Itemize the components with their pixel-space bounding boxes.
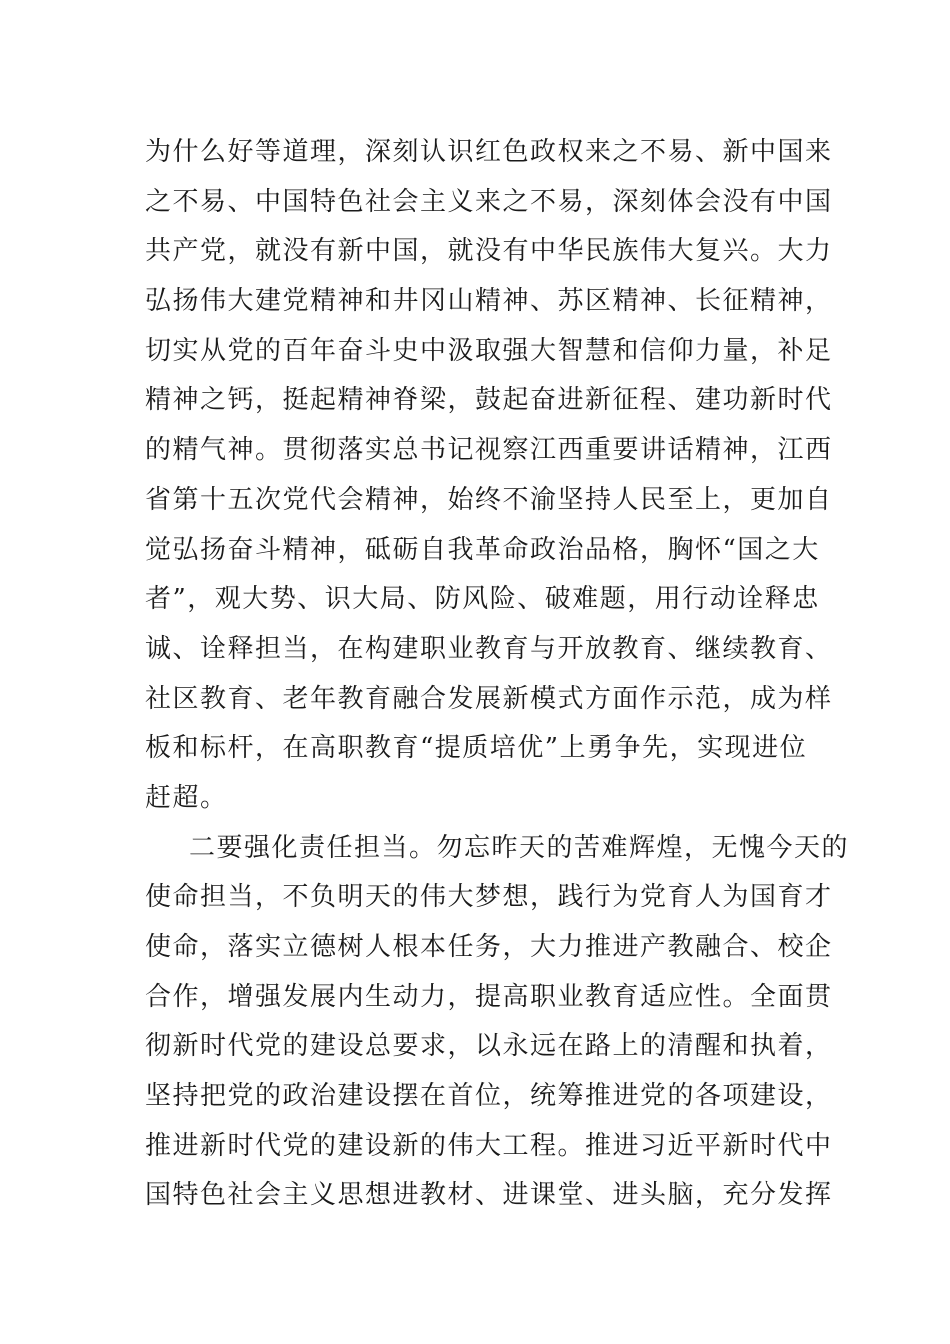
text-line: 国特色社会主义思想进教材、进课堂、进头脑，充分发挥: [145, 1180, 833, 1211]
text-line: 使命，落实立德树人根本任务，大力推进产教融合、校企: [145, 932, 833, 962]
text-line: 社区教育、老年教育融合发展新模式方面作示范，成为样: [145, 683, 833, 714]
text-line: 的精气神。贯彻落实总书记视察江西重要讲话精神，江西: [145, 435, 833, 466]
text-line: 之不易、中国特色社会主义来之不易，深刻体会没有中国: [145, 186, 833, 217]
text-line: 使命担当，不负明天的伟大梦想，践行为党育人为国育才: [145, 882, 833, 913]
paragraph-start-line: 二要强化责任担当。勿忘昨天的苦难辉煌，无愧今天的: [189, 832, 850, 863]
text-line: 赶超。: [145, 782, 228, 813]
text-line: 者”，观大势、识大局、防风险、破难题，用行动诠释忠: [145, 584, 820, 615]
text-line: 省第十五次党代会精神，始终不渝坚持人民至上，更加自: [145, 484, 833, 515]
text-line: 切实从党的百年奋斗史中汲取强大智慧和信仰力量，补足: [145, 335, 833, 366]
text-line: 觉弘扬奋斗精神，砥砺自我革命政治品格，胸怀“国之大: [145, 534, 820, 565]
text-line: 合作，增强发展内生动力，提高职业教育适应性。全面贯: [145, 981, 833, 1012]
text-line: 彻新时代党的建设总要求，以永远在路上的清醒和执着，: [145, 1031, 833, 1062]
body-text: [145, 128, 850, 1221]
text-line: 诚、诠释担当，在构建职业教育与开放教育、继续教育、: [145, 633, 833, 664]
text-line: 为什么好等道理，深刻认识红色政权来之不易、新中国来: [145, 137, 833, 167]
text-line: 板和标杆，在高职教育“提质培优”上勇争先，实现进位: [145, 733, 808, 764]
text-line: 共产党，就没有新中国，就没有中华民族伟大复兴。大力: [145, 236, 833, 267]
text-line: 坚持把党的政治建设摆在首位，统筹推进党的各项建设，: [145, 1081, 833, 1112]
text-line: 弘扬伟大建党精神和井冈山精神、苏区精神、长征精神，: [145, 286, 833, 317]
text-line: 精神之钙，挺起精神脊梁，鼓起奋进新征程、建功新时代: [145, 385, 833, 416]
text-line: 推进新时代党的建设新的伟大工程。推进习近平新时代中: [145, 1130, 833, 1161]
